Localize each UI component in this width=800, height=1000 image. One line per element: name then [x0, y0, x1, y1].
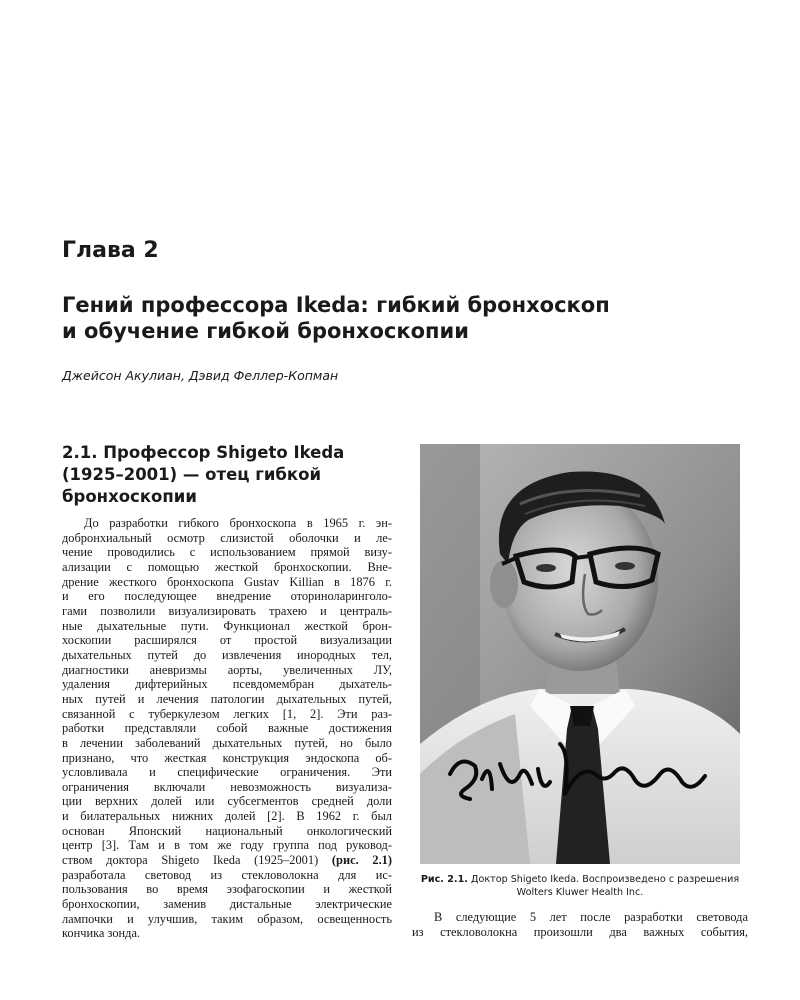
caption-text-line2: Wolters Kluwer Health Inc. [516, 887, 644, 898]
body-line: хоскопии расширялся от простой визуализации [62, 633, 392, 648]
portrait-illustration [420, 444, 740, 864]
caption-text: Доктор Shigeto Ikeda. Воспроизведено с разрешения [467, 874, 740, 885]
body-line: кончика зонда. [62, 926, 141, 941]
body-line: гами позволили визуализировать трахею и централь- [62, 603, 392, 618]
body-line: работки представляли собой важные достижения [62, 721, 392, 736]
body-line: условливала и специфические ограничения. Эти [62, 765, 392, 780]
chapter-title-line: и обучение гибкой бронхоскопии [62, 319, 469, 343]
body-line: в лечении заболеваний дыхательных путей, но было [62, 735, 392, 750]
chapter-authors: Джейсон Акулиан, Дэвид Феллер-Копман [62, 368, 339, 383]
body-line: диагностики аневризмы аорты, увеличенных ЛУ, [62, 662, 392, 677]
figure-caption [405, 873, 755, 899]
caption-label: Рис. 2.1. [420, 874, 468, 885]
section-title-line: 2.1. Профессор Shigeto Ikeda [62, 443, 345, 462]
body-line: пользования во время эзофагоскопии и жесткой [62, 882, 392, 897]
body-line: ции верхних долей или субсегментов средней доли [62, 794, 392, 809]
body-line: удаления дифтерийных псевдомембран дыхатель- [62, 677, 392, 692]
body-line: лампочки и улучшив, таким образом, освещенность [62, 911, 392, 926]
chapter-title [62, 292, 742, 344]
body-line-with-figure-ref [62, 853, 392, 868]
chapter-label: Глава 2 [62, 238, 159, 263]
body-line: и билатеральных нижних долей [2]. В 1962 г. был [62, 809, 392, 824]
section-title [62, 442, 402, 508]
right-column-paragraph [412, 910, 748, 940]
body-line: и его последующее внедрение оториноларинголо- [62, 589, 392, 604]
chapter-title-line: Гений профессора Ikeda: гибкий бронхоскоп [62, 293, 610, 317]
body-line: ализации с помощью жесткой бронхоскопии. Вне- [62, 559, 392, 574]
body-line: разработала световод из стекловолокна для ис- [62, 867, 392, 882]
body-line: ных путей и лечения патологии дыхательных путей, [62, 691, 392, 706]
body-line: ные дыхательные пути. Функционал жесткой брон- [62, 618, 392, 633]
body-line: бронхоскопии, заменив дистальные электрические [62, 897, 392, 912]
body-line: основан Японский национальный онкологический [62, 823, 392, 838]
body-paragraph [62, 516, 392, 941]
body-line: ограничения включали невозможность визуализа- [62, 779, 392, 794]
body-line: из стекловолокна произошли два важных события, [412, 925, 748, 939]
portrait-photo [420, 444, 740, 864]
section-title-line: бронхоскопии [62, 487, 197, 506]
body-line: До разработки гибкого бронхоскопа в 1965 г. эн- [84, 516, 392, 530]
body-line: центр [3]. Там и в том же году группа под руковод- [62, 838, 392, 853]
figure-reference: (рис. 2.1) [331, 853, 392, 868]
body-line-text: ством доктора Shigeto Ikeda (1925–2001) [62, 853, 319, 868]
body-line: связанной с туберкулезом легких [1, 2]. Эти раз- [62, 706, 392, 721]
body-line: добронхиальный осмотр слизистой оболочки и ле- [62, 530, 392, 545]
body-line: признано, что жесткая конструкция эндоскопа об- [62, 750, 392, 765]
section-title-line: (1925–2001) — отец гибкой [62, 465, 322, 484]
body-line: чение проводились с использованием прямой визу- [62, 545, 392, 560]
body-line: дыхательных путей до извлечения инородных тел, [62, 647, 392, 662]
body-line: В следующие 5 лет после разработки световода [434, 910, 748, 924]
body-line: дрение жесткого бронхоскопа Gustav Killian в 1876 г. [62, 574, 392, 589]
